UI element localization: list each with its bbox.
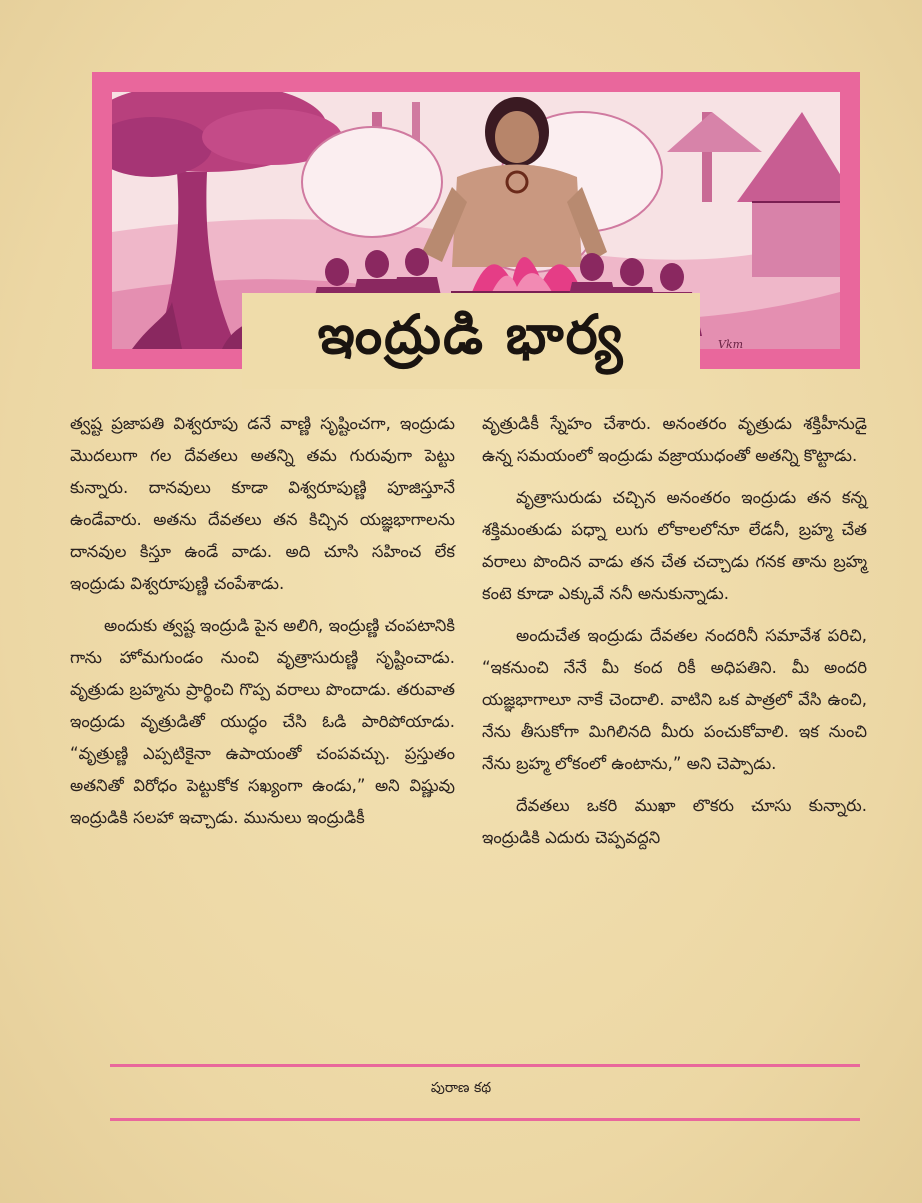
paragraph: త్వష్ట ప్రజాపతి విశ్వరూపు డనే వాణ్ణి సృష్టించగా, ఇంద్రుడు మొదలుగా గల దేవతలు అతన్ని తమ గురువుగా పెట్టు కున్నారు. దానవులు కూడా విశ్వరూపుణ్ణి పూజిస్తూనే ఉండేవారు. అతను దేవతలు తన కిచ్చిన యజ్ఞభాగాలను దానవుల కిస్తూ ఉండే వాడు. అది చూసి సహించ లేక ఇంద్రుడు విశ్వరూపుణ్ణి చంపేశాడు.	[70, 414, 455, 593]
paragraph: అందుచేత ఇంద్రుడు దేవతల నందరినీ సమావేశ పరిచి, “ఇకనుంచి నేనే మీ కంద రికీ అధిపతిని. మీ అందరి యజ్ఞభాగాలూ నాకే చెందాలి. వాటిని ఒక పాత్రలో వేసి ఉంచి, నేను తీసుకోగా మిగిలినది మీరు పంచుకోవాలి. ఇక నుంచి నేను బ్రహ్మ లోకంలో ఉంటాను,” అని చెప్పాడు.	[482, 626, 867, 773]
story-title: ఇంద్రుడి భార్య	[317, 302, 625, 366]
artist-signature: Vkm	[718, 338, 744, 351]
section-label: పురాణ కథ	[430, 1080, 492, 1096]
paragraph: వృత్రాసురుడు చచ్చిన అనంతరం ఇంద్రుడు తన కన్న శక్తిమంతుడు పధ్నా లుగు లోకాలలోనూ లేడనీ, బ్రహ్మ చేత వరాలు పొందిన వాడు తన చేత చచ్చాడు గనక తాను బ్రహ్మ కంటె కూడా ఎక్కువే ననీ అనుకున్నాడు.	[482, 488, 867, 603]
paragraph: అందుకు త్వష్ట ఇంద్రుడి పైన అలిగి, ఇంద్రుణ్ణి చంపటానికి గాను హోమగుండం నుంచి వృత్రాసురుణ్ణి సృష్టించాడు. వృత్రుడు బ్రహ్మను ప్రార్థించి గొప్ప వరాలు పొందాడు. తరువాత ఇంద్రుడు వృత్రుడితో యుద్ధం చేసి ఓడి పారిపోయాడు. “వృత్రుణ్ణి ఎప్పటికైనా ఉపాయంతో చంపవచ్చు. ప్రస్తుతం అతనితో విరోధం పెట్టుకోక సఖ్యంగా ఉండు,” అని విష్ణువు ఇంద్రుడికి సలహా ఇచ్చాడు. మునులు ఇంద్రుడికీ	[70, 616, 455, 827]
paragraph: దేవతలు ఒకరి ముఖా లొకరు చూసు కున్నారు. ఇంద్రుడికి ఎదురు చెప్పవద్దని	[482, 796, 867, 847]
right-column	[482, 408, 867, 864]
footer-rule-top	[110, 1064, 860, 1067]
left-column	[70, 408, 455, 844]
footer-rule-bottom	[110, 1118, 860, 1121]
paragraph: వృత్రుడికీ స్నేహం చేశారు. అనంతరం వృత్రుడు శక్తిహీనుడై ఉన్న సమయంలో ఇంద్రుడు వజ్రాయుధంతో అతన్ని కొట్టాడు.	[482, 414, 867, 465]
